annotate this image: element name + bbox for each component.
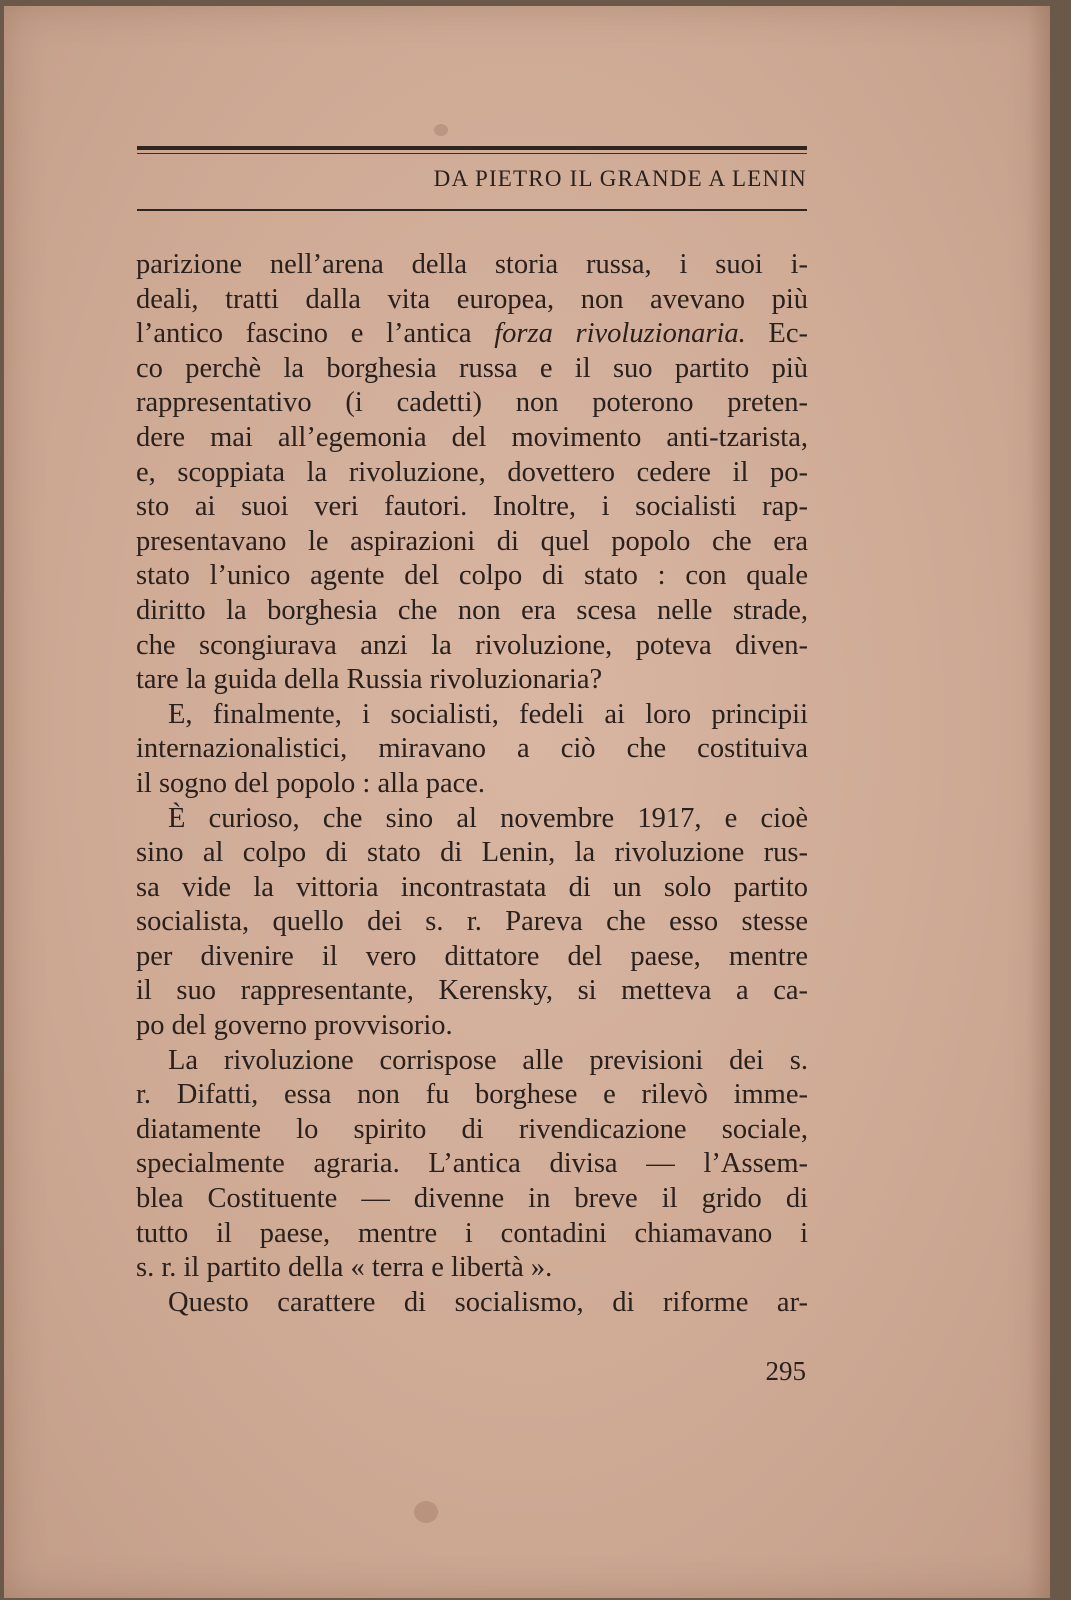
page-edge <box>1028 6 1050 1598</box>
header-rule-bottom <box>137 209 807 211</box>
text-line: tare la guida della Russia rivoluzionaria? <box>136 664 603 696</box>
text-line: blea Costituente — divenne in breve il grido di <box>136 1183 808 1215</box>
page-number: 295 <box>765 1356 806 1386</box>
text-line: sa vide la vittoria incontrastata di un solo partito <box>136 871 808 903</box>
text-line: po del governo provvisorio. <box>136 1010 453 1042</box>
paper-stain <box>434 124 448 136</box>
text-line: presentavano le aspirazioni di quel popolo che era <box>136 525 808 557</box>
text-line <box>136 317 808 352</box>
text-line: sto ai suoi veri fautori. Inoltre, i socialisti rap- <box>136 491 808 523</box>
text-line: diritto la borghesia che non era scesa nelle strade, <box>136 594 808 626</box>
text-line: La rivoluzione corrispose alle previsioni dei s. <box>168 1044 808 1076</box>
text-line: che scongiurava anzi la rivoluzione, poteva diven- <box>136 629 808 661</box>
text-segment: l’antico fascino e l’antica <box>136 318 495 350</box>
italic-phrase: forza rivoluzionaria. <box>494 318 746 350</box>
text-line: s. r. il partito della « terra e libertà ». <box>136 1252 553 1284</box>
text-line: e, scoppiata la rivoluzione, dovettero cedere il po- <box>136 456 808 488</box>
text-line: tutto il paese, mentre i contadini chiamavano i <box>136 1217 808 1249</box>
text-line: internazionalistici, miravano a ciò che costituiva <box>136 733 808 765</box>
text-line: co perchè la borghesia russa e il suo partito più <box>136 352 808 384</box>
text-line: sino al colpo di stato di Lenin, la rivoluzione rus- <box>136 837 808 869</box>
text-line: E, finalmente, i socialisti, fedeli ai loro principii <box>168 698 808 730</box>
body-text <box>136 248 808 1320</box>
text-line: Questo carattere di socialismo, di riforme ar- <box>168 1286 808 1318</box>
text-line: il suo rappresentante, Kerensky, si metteva a ca- <box>136 975 808 1007</box>
text-line: deali, tratti dalla vita europea, non avevano più <box>136 283 808 315</box>
text-line: socialista, quello dei s. r. Pareva che esso stesse <box>136 906 808 938</box>
text-line: per divenire il vero dittatore del paese, mentre <box>136 940 808 972</box>
text-line: rappresentativo (i cadetti) non poterono preten- <box>136 387 808 419</box>
header-rule-top <box>137 146 807 150</box>
text-line: r. Difatti, essa non fu borghese e rilevò imme- <box>136 1079 808 1111</box>
running-head: DA PIETRO IL GRANDE A LENIN <box>433 166 807 191</box>
text-line: È curioso, che sino al novembre 1917, e cioè <box>168 802 808 834</box>
paper-stain <box>414 1501 438 1523</box>
text-line: il sogno del popolo : alla pace. <box>136 767 486 799</box>
text-line: parizione nell’arena della storia russa, i suoi i- <box>136 249 808 280</box>
text-line: dere mai all’egemonia del movimento anti-tzarista, <box>136 421 808 453</box>
text-line: specialmente agraria. L’antica divisa — l’Assem- <box>136 1148 808 1180</box>
text-line: stato l’unico agente del colpo di stato : con quale <box>136 560 808 592</box>
header-rule-top-thin <box>137 153 807 154</box>
book-page <box>4 6 1050 1598</box>
text-line: diatamente lo spirito di rivendicazione sociale, <box>136 1113 808 1145</box>
text-segment: Ec- <box>745 318 808 350</box>
